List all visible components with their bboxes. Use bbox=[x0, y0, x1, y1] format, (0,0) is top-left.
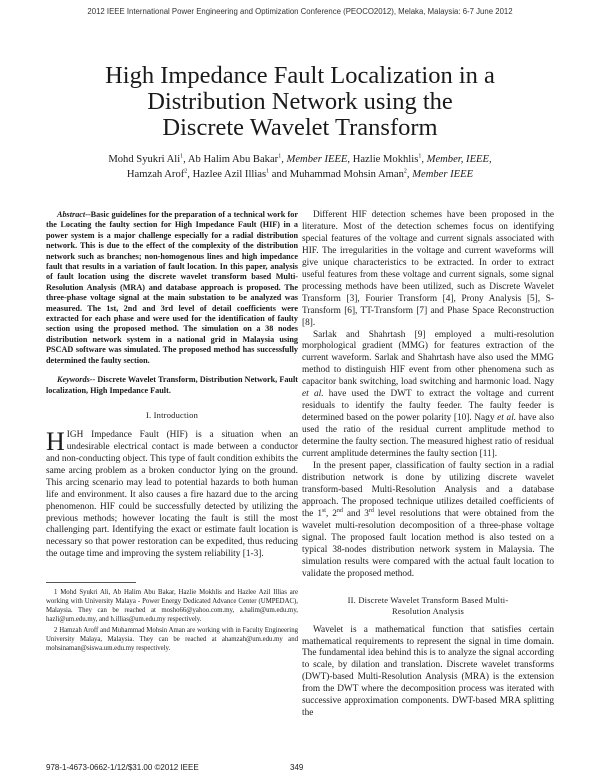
superscript: st bbox=[321, 507, 326, 514]
affiliation-mark: 1 bbox=[278, 153, 282, 160]
author-role: , Member IEEE bbox=[406, 169, 474, 180]
superscript: rd bbox=[368, 507, 374, 514]
drop-cap: H bbox=[46, 426, 65, 456]
title-line-1: High Impedance Fault Localization in a bbox=[105, 62, 495, 89]
author-name: Mohd Syukri Ali bbox=[108, 154, 181, 165]
title-line-3: Discrete Wavelet Transform bbox=[162, 114, 438, 141]
author-role: , Member IEEE bbox=[281, 154, 348, 165]
author-name: , Ab Halim Abu Bakar bbox=[183, 154, 279, 165]
abstract bbox=[46, 210, 298, 366]
text-run: have also used the ratio of the residual current amplitude method to determine the faulty section. The measured highest ratio of residual current amplitude determines the faulty section [11]. bbox=[302, 413, 554, 460]
author-name: Hamzah Arof bbox=[126, 169, 185, 180]
footer-isbn: 978-1-4673-0662-1/12/$31.00 ©2012 IEEE bbox=[46, 763, 199, 772]
footnote-2: 2 Hamzah Aroff and Muhammad Mohsin Aman are working with in Faculty Engineering University Malaya, Malaysia. They can be reached at ahamzah@um.edu.my and mohsinaman@siswa.um.edu.my respectively. bbox=[46, 626, 298, 652]
paper-title bbox=[60, 63, 540, 141]
text-run: Sarlak and Shahrtash [9] employed a multi-resolution morphological gradient (MMG) for features extraction of the current waveform. Sarlak and Shahrtash have also used the MMG method to distinguish HIF event from other phenomena such as capacitor bank switching, load switching and harmonic load. Nagy bbox=[302, 329, 554, 388]
text-run: and 3 bbox=[342, 508, 369, 519]
author-role: , Member, IEEE, bbox=[421, 154, 492, 165]
text-run: et al. bbox=[302, 389, 324, 400]
text-run: , 2 bbox=[325, 508, 337, 519]
affiliation-mark: 1 bbox=[418, 153, 422, 160]
affiliation-mark: 2 bbox=[184, 168, 188, 175]
introduction-paragraph bbox=[46, 426, 298, 561]
title-line-2: Distribution Network using the bbox=[147, 88, 453, 115]
paragraph-present-paper bbox=[302, 461, 554, 581]
author-name: , Hazlee Azil Illias bbox=[187, 169, 267, 180]
footnote-divider bbox=[46, 582, 136, 583]
text-run: et al. bbox=[497, 413, 517, 424]
keywords-label: Keywords bbox=[57, 375, 90, 385]
conference-header: 2012 IEEE International Power Engineering and Optimization Conference (PEOCO2012), Melaka, Malaysia: 6-7 June 2012 bbox=[87, 7, 513, 16]
keywords bbox=[46, 375, 298, 396]
author-name: , Hazlie Mokhlis bbox=[347, 154, 419, 165]
paragraph-wavelet: Wavelet is a mathematical function that satisfies certain mathematical requirements to represent the signal in time domain. The fundamental idea behind this is to analyze the signal according to scale, by dilation and translation. Discrete wavelet transforms (DWT)-based Multi-Resolution Analysis (MRA) is the extension from the DWT where the decomposition process was iterated with successive approximation components. DWT-based MRA splitting the bbox=[302, 624, 554, 719]
text-run: In the present paper, classification of faulty section in a radial distribution network is done by utilizing discrete wavelet transform-based Multi-Resolution Analysis and a database approach. The proposed technique utilizes detailed coefficients of the 1 bbox=[302, 461, 554, 519]
left-column bbox=[46, 210, 298, 656]
affiliation-mark: 1 bbox=[180, 153, 184, 160]
author-line-2 bbox=[40, 167, 560, 182]
abstract-label: Abstract bbox=[57, 210, 86, 219]
text-run: level resolutions that were obtained from the wavelet multi-resolution decomposition of a three-phase voltage signal. The proposed fault location method is also tested on a typical 38-nodes distribution network system in Malaysia. The simulation results were compared with the actual fault location to validate the proposed method. bbox=[302, 508, 554, 579]
text-run: have used the DWT to extract the voltage and current residuals to identify the faulty feeder. The faulty feeder is determined based on the power polarity [10]. Nagy bbox=[302, 389, 555, 424]
paragraph-related-work bbox=[302, 330, 554, 461]
heading-line: Resolution Analysis bbox=[391, 605, 465, 616]
abstract-text: --Basic guidelines for the preparation of a technical work for the Locating the faulty section for High Impedance Fault (HIF) in a power system is a major challenge especially for a radial distribution network. This is due to the effect of the complexity of the distribution network such as branches; non-homogenous lines and high impedance fault that results in a variation of fault location. In this paper, analysis of fault location using the discrete wavelet transform based Multi-Resolution Analysis (MRA) and database approach is proposed. The three-phase voltage signal at the main substation to be analyzed was measured. The 1st, 2nd and 3rd level of detail coefficients were extracted for each phase and were used for the identification of faulty section using the proposed method. The simulation on a 38 nodes distribution network system in a national grid in Malaysia using PSCAD software was simulated. The proposed method has successfully determined the faulty section. bbox=[46, 210, 298, 365]
section-heading-dwt-mra bbox=[302, 595, 554, 617]
paragraph-detection-schemes: Different HIF detection schemes have been proposed in the literature. Most of the detection schemes focus on identifying special features of the voltage and current signals associated with HIF. The irregularities in the voltage and current waveforms will give unique characteristics to be extracted. In order to extract useful features from these voltage and current signals, some signal processing methods have been utilized, such as Discrete Wavelet Transform [3], Fourier Transform [4], Prony Analysis [5], S-Transform [6], TT-Transform [7] and Phase Space Reconstruction [8]. bbox=[302, 210, 554, 328]
heading-line: II. Discrete Wavelet Transform Based Multi- bbox=[347, 594, 509, 605]
affiliation-mark: 1 bbox=[266, 168, 270, 175]
right-column bbox=[302, 210, 554, 720]
page-number: 349 bbox=[290, 763, 304, 772]
footnote-1: 1 Mohd Syukri Ali, Ab Halim Abu Bakar, Hazlie Mokhlis and Hazlee Azil Illias are working with University Malaya - Power Energy Dedicated Advance Center (UMPEDAC), Malaysia. They can be reached at mosho66@yahoo.com.my, a.halim@um.edu.my, hazli@um.edu.my, and h.illias@um.edu.my respectively. bbox=[46, 589, 298, 624]
author-line-1 bbox=[40, 152, 560, 167]
introduction-text: IGH Impedance Fault (HIF) is a situation when an undesirable electrical contact is made between a conductor and non-conducting object. This type of fault condition exhibits the same arcing problem as a broken conductor lying on the ground. This arcing scenario may lead to potential hazards to both human life and environment. It also causes a fire hazard due to the arcing phenomenon. HIF could be successfully detected by utilizing the previous methods; however locating the fault is still the most challenging part. Identifying the exact or estimate fault location is necessary so that power restoration can be expedited, thus reducing the outage time and improving the system reliability [1-3]. bbox=[46, 429, 298, 560]
superscript: nd bbox=[336, 507, 343, 514]
affiliation-mark: 2 bbox=[403, 168, 407, 175]
author-list bbox=[40, 152, 560, 182]
section-heading-introduction: I. Introduction bbox=[145, 409, 199, 420]
author-name: and Muhammad Mohsin Aman bbox=[269, 169, 404, 180]
keywords-text: -- Discrete Wavelet Transform, Distribution Network, Fault localization, High Impedance Fault. bbox=[46, 375, 298, 395]
